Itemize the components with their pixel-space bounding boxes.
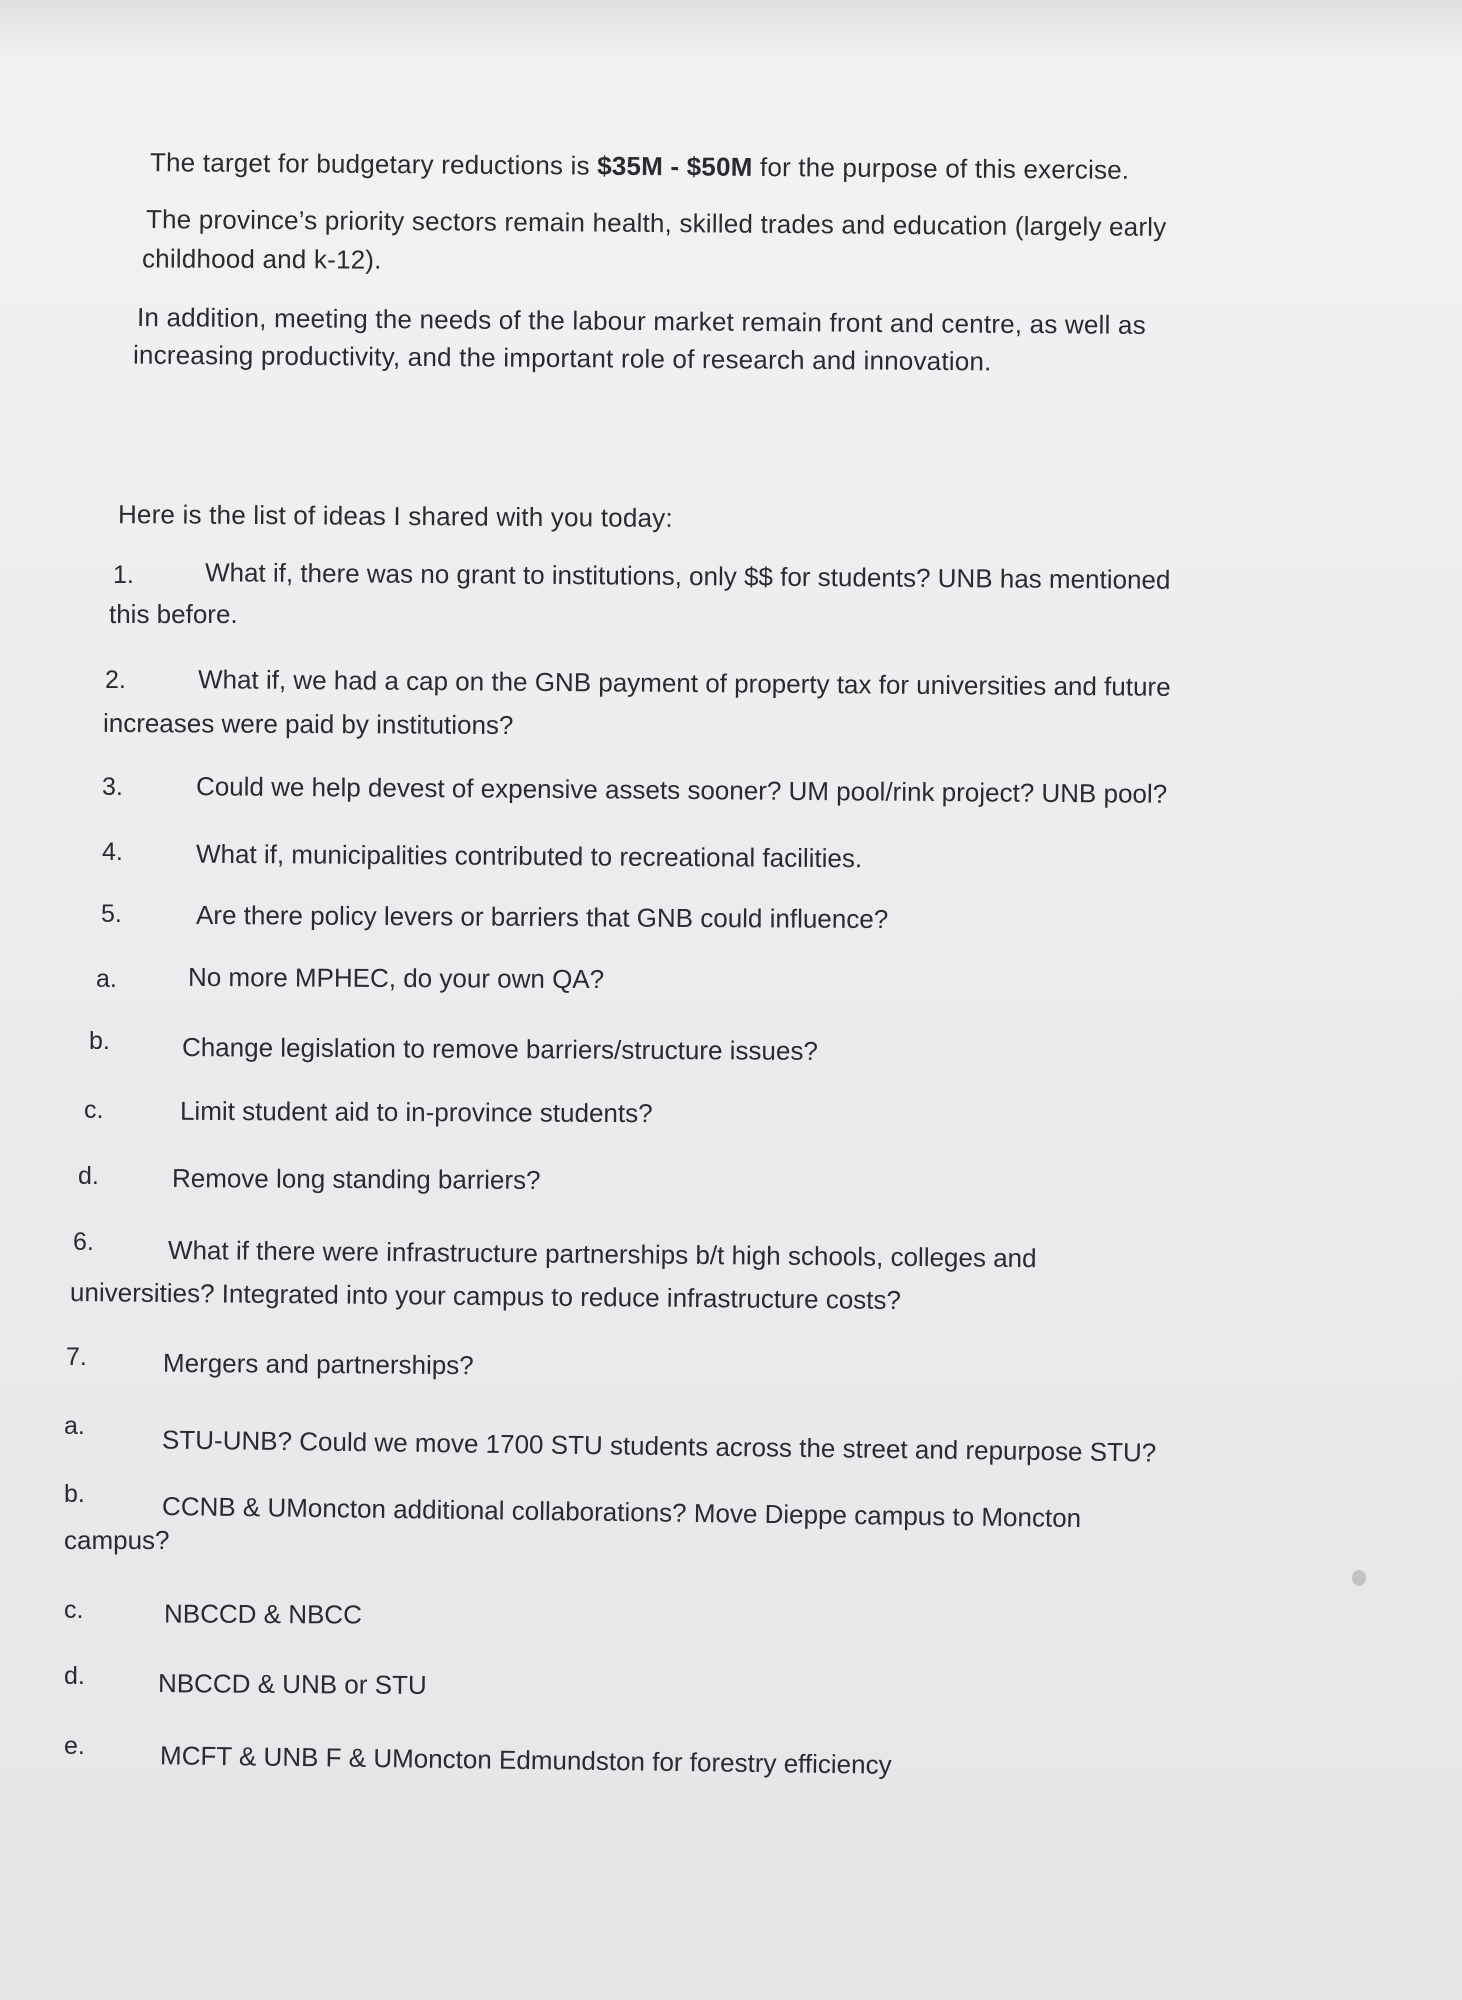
item-number: 7. — [66, 1343, 87, 1371]
item-number: 5. — [101, 900, 122, 928]
sub-item-letter: b. — [64, 1480, 85, 1508]
item-number: 2. — [105, 666, 126, 694]
item-text-line-1: Could we help devest of expensive assets sooner? UM pool/rink project? UNB pool? — [195, 771, 1168, 809]
target-text-post: for the purpose of this exercise. — [752, 151, 1130, 185]
sub-item-letter: a. — [96, 965, 117, 993]
item-text-line-2: this before. — [109, 599, 238, 629]
item-text-line-1: Mergers and partnerships? — [162, 1347, 474, 1381]
item-text-line-1: What if, there was no grant to institutions, only $$ for students? UNB has mentioned — [204, 557, 1171, 595]
target-paragraph — [150, 146, 1130, 186]
sub-item-letter: b. — [89, 1027, 110, 1055]
sub-item-text: Remove long standing barriers? — [171, 1163, 541, 1195]
sub-item-letter: a. — [64, 1412, 85, 1440]
item-number: 1. — [113, 561, 134, 589]
target-amount: $35M - $50M — [597, 150, 753, 182]
item-text-line-1: What if there were infrastructure partnerships b/t high schools, colleges and — [167, 1234, 1037, 1274]
target-text-pre: The target for budgetary reductions is — [149, 147, 598, 181]
item-number: 4. — [102, 838, 123, 866]
sub-item-text: STU-UNB? Could we move 1700 STU students across the street and repurpose STU? — [161, 1424, 1157, 1468]
list-intro: Here is the list of ideas I shared with you today: — [117, 499, 673, 533]
item-number: 6. — [73, 1228, 94, 1256]
paper-smudge — [1352, 1570, 1366, 1586]
priority-line-1: The province’s priority sectors remain health, skilled trades and education (largely early — [145, 203, 1167, 243]
sub-item-text: NBCCD & NBCC — [163, 1598, 362, 1630]
item-number: 3. — [102, 773, 123, 801]
sub-item-text: NBCCD & UNB or STU — [157, 1668, 427, 1700]
sub-item-letter: d. — [64, 1662, 85, 1690]
item-text-line-1: What if, we had a cap on the GNB payment of property tax for universities and future — [197, 664, 1171, 702]
sub-item-text: Limit student aid to in-province students? — [179, 1095, 653, 1129]
sub-item-letter: c. — [64, 1596, 84, 1624]
sub-item-text-line-2: campus? — [64, 1525, 170, 1555]
sub-item-text: No more MPHEC, do your own QA? — [187, 961, 605, 995]
addition-line-1: In addition, meeting the needs of the labour market remain front and centre, as well as — [136, 302, 1146, 340]
priority-line-2: childhood and k-12). — [141, 243, 382, 275]
item-text-line-2: increases were paid by institutions? — [102, 707, 514, 741]
item-text-line-2: universities? Integrated into your campus to reduce infrastructure costs? — [69, 1277, 902, 1315]
sub-item-letter: e. — [64, 1732, 85, 1760]
item-text-line-1: What if, municipalities contributed to recreational facilities. — [195, 838, 863, 874]
sub-item-text: CCNB & UMoncton additional collaborations? Move Dieppe campus to Moncton — [161, 1490, 1082, 1534]
addition-line-2: increasing productivity, and the important role of research and innovation. — [132, 339, 992, 377]
item-text-line-1: Are there policy levers or barriers that GNB could influence? — [195, 899, 889, 935]
sub-item-letter: c. — [84, 1096, 104, 1124]
sub-item-letter: d. — [78, 1162, 99, 1190]
sub-item-text: MCFT & UNB F & UMoncton Edmundston for forestry efficiency — [159, 1740, 892, 1780]
sub-item-text: Change legislation to remove barriers/structure issues? — [181, 1032, 818, 1066]
page-shadow — [0, 0, 1462, 60]
